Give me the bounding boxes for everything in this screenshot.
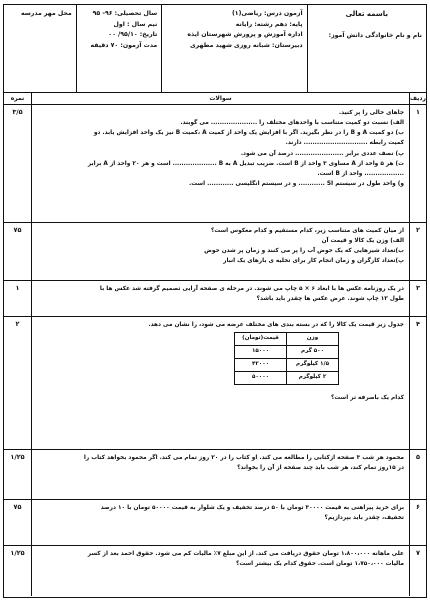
- table-row: [235, 372, 339, 385]
- question-score: ۱: [15, 284, 20, 292]
- question-row: [4, 281, 426, 317]
- question-row: [4, 500, 426, 546]
- question-number: ۶: [409, 500, 426, 545]
- question-number: ۲: [409, 223, 426, 280]
- table-cell: ۲ کیلوگرم: [287, 372, 339, 385]
- question-score: ۲: [15, 320, 20, 328]
- col-number: ردیف: [410, 95, 426, 102]
- question-number: ۴: [409, 317, 426, 449]
- question-score: ۳/۵: [12, 108, 23, 116]
- education-office: اداره آموزش و پرورش شهرستان ایذه: [187, 31, 303, 39]
- question-body: علی ماهانه ۱،۸۰۰،۰۰۰ تومان حقوق دریافت می کند. از این مبلغ ۷٪ مالیات کم می شود. حقوق احمد بعد از کسر مالیات ۱،۷۵۰،۰۰۰ تومان است. حقوق کدام یک بیشتر است؟: [31, 546, 409, 596]
- question-body: برای خرید پیراهنی به قیمت ۳۰۰۰۰ تومان با ۵۰ درصد تخفیف و یک شلوار به قیمت ۵۰۰۰۰ تومان با ۱۰ درصد تخفیف، چقدر باید بپردازیم؟: [31, 500, 409, 545]
- question-row: [4, 450, 426, 500]
- question-body: از میان کمیت های متناسب زیر، کدام مستقیم و کدام معکوس است؟ الف) وزن یک کالا و قیمت آن ب)تعداد شیرهایی که یک حوض آب را پر می کنند و زمان پر شدن حوض پ)تعداد کارگران و زمان انجام کار برای تخلیه ی بارهای یک انبار: [31, 223, 409, 280]
- question-row: [4, 546, 426, 596]
- table-row: [235, 359, 339, 372]
- question-score: ۱/۲۵: [10, 453, 25, 461]
- question-body: جدول زیر قیمت یک کالا را که در بسته بندی های مختلف عرضه می شود، را نشان می دهد. وزن قیمت(تومان) ۵۰۰ گرم ۱۵۰۰۰ ۱/۵ کیلوگرم ۴۲۰۰۰ ۲ کیلوگرم ۵۰۰۰۰ کدام یک باصرفه تر است؟: [31, 317, 409, 449]
- col-score: نمره: [10, 95, 25, 102]
- student-name-label: نام و نام خانوادگی دانش آموز:: [328, 31, 422, 39]
- question-body: در یک روزنامه عکس ها با ابعاد ۶ × ۵ چاپ می شوند. در مرحله ی صفحه آرایی تصمیم گرفته شد عکس ها با طول ۱۲ چاپ شوند. عرض عکس ها چقدر باید باشد؟: [31, 281, 409, 316]
- question-row: [4, 105, 426, 223]
- grade-field: پایه: دهم رشته: رایانه: [235, 20, 303, 28]
- table-header-row: [235, 333, 339, 346]
- table-cell: ۴۲۰۰۰: [235, 359, 287, 372]
- price-table: [234, 332, 339, 385]
- table-cell: ۱۵۰۰۰: [235, 346, 287, 359]
- table-header-weight: وزن: [287, 333, 339, 346]
- exam-header: [4, 5, 426, 93]
- exam-duration: مدت آزمون: ۷۰ دقیقه: [90, 41, 158, 49]
- header-student-cell: [307, 5, 426, 92]
- question-score: ۱/۲۵: [10, 549, 25, 557]
- school-stamp-label: محل مهر مدرسه: [20, 10, 72, 17]
- question-body: جاهای خالی را پر کنید. الف) نسبت دو کمیت متناسب با واحدهای مختلف را ..................... می گویند. ب) دو کمیت A و B را در نظر بگیرید. اگر با افزایش یک واحد از کمیت A ،کمیت B نیز یک واحد افزایش یابد. دو کمیت رابطه ............................. دارند. پ) نصف عددی برابر ...................... درصد آن می شود. ت) هر ۵ واحد از A مساوی ۳ واحد از B است. ضریب تبدیل A به B .................... است و هر ۲۰ واحد از A برابر .................. واحد از B است. و) واحد طول در سیستم SI ............ و در سیستم انگلیسی ............ است.: [31, 105, 409, 222]
- table-cell: ۵۰۰۰۰: [235, 372, 287, 385]
- table-row: [235, 346, 339, 359]
- table-header-price: قیمت(تومان): [235, 333, 287, 346]
- question-number: ۳: [409, 281, 426, 316]
- header-course-cell: [161, 5, 306, 92]
- school-year: سال تحصیلی: ۹۶- ۹۵: [92, 10, 158, 17]
- col-questions: سوالات: [31, 93, 409, 104]
- school-name: دبیرستان: شبانه روزی شهید مطهری: [190, 41, 303, 49]
- table-cell: ۵۰۰ گرم: [287, 346, 339, 359]
- exam-date: تاریخ: ۹۵/۱۰/ ۰۰: [108, 31, 158, 39]
- course-title: آزمون درس: ریاضی(۱): [231, 10, 303, 17]
- column-headers: [4, 93, 426, 105]
- header-stamp-cell: [4, 5, 76, 92]
- question-number: ۵: [409, 450, 426, 499]
- question-number: ۷: [409, 546, 426, 596]
- table-cell: ۱/۵ کیلوگرم: [287, 359, 339, 372]
- question-row: [4, 223, 426, 281]
- question-body: محمود هر شب ۳ صفحه ازکتابی را مطالعه می کند. او کتاب را در ۲۰ روز تمام می کند. اگر محمود بخواهد کتاب را در ۱۵روز تمام کند، هر شب باید چند صفحه از آن را بخواند؟: [31, 450, 409, 499]
- question-number: ۱: [409, 105, 426, 222]
- question-score: ۷۵: [13, 226, 22, 234]
- header-date-cell: [76, 5, 162, 92]
- exam-sheet: [3, 4, 427, 598]
- term: نیم سال : اول: [113, 20, 158, 28]
- question-score: ۷۵: [13, 503, 22, 511]
- question-row: [4, 317, 426, 450]
- questions-list: [4, 105, 426, 596]
- bismillah: باسمه تعالی: [345, 10, 388, 18]
